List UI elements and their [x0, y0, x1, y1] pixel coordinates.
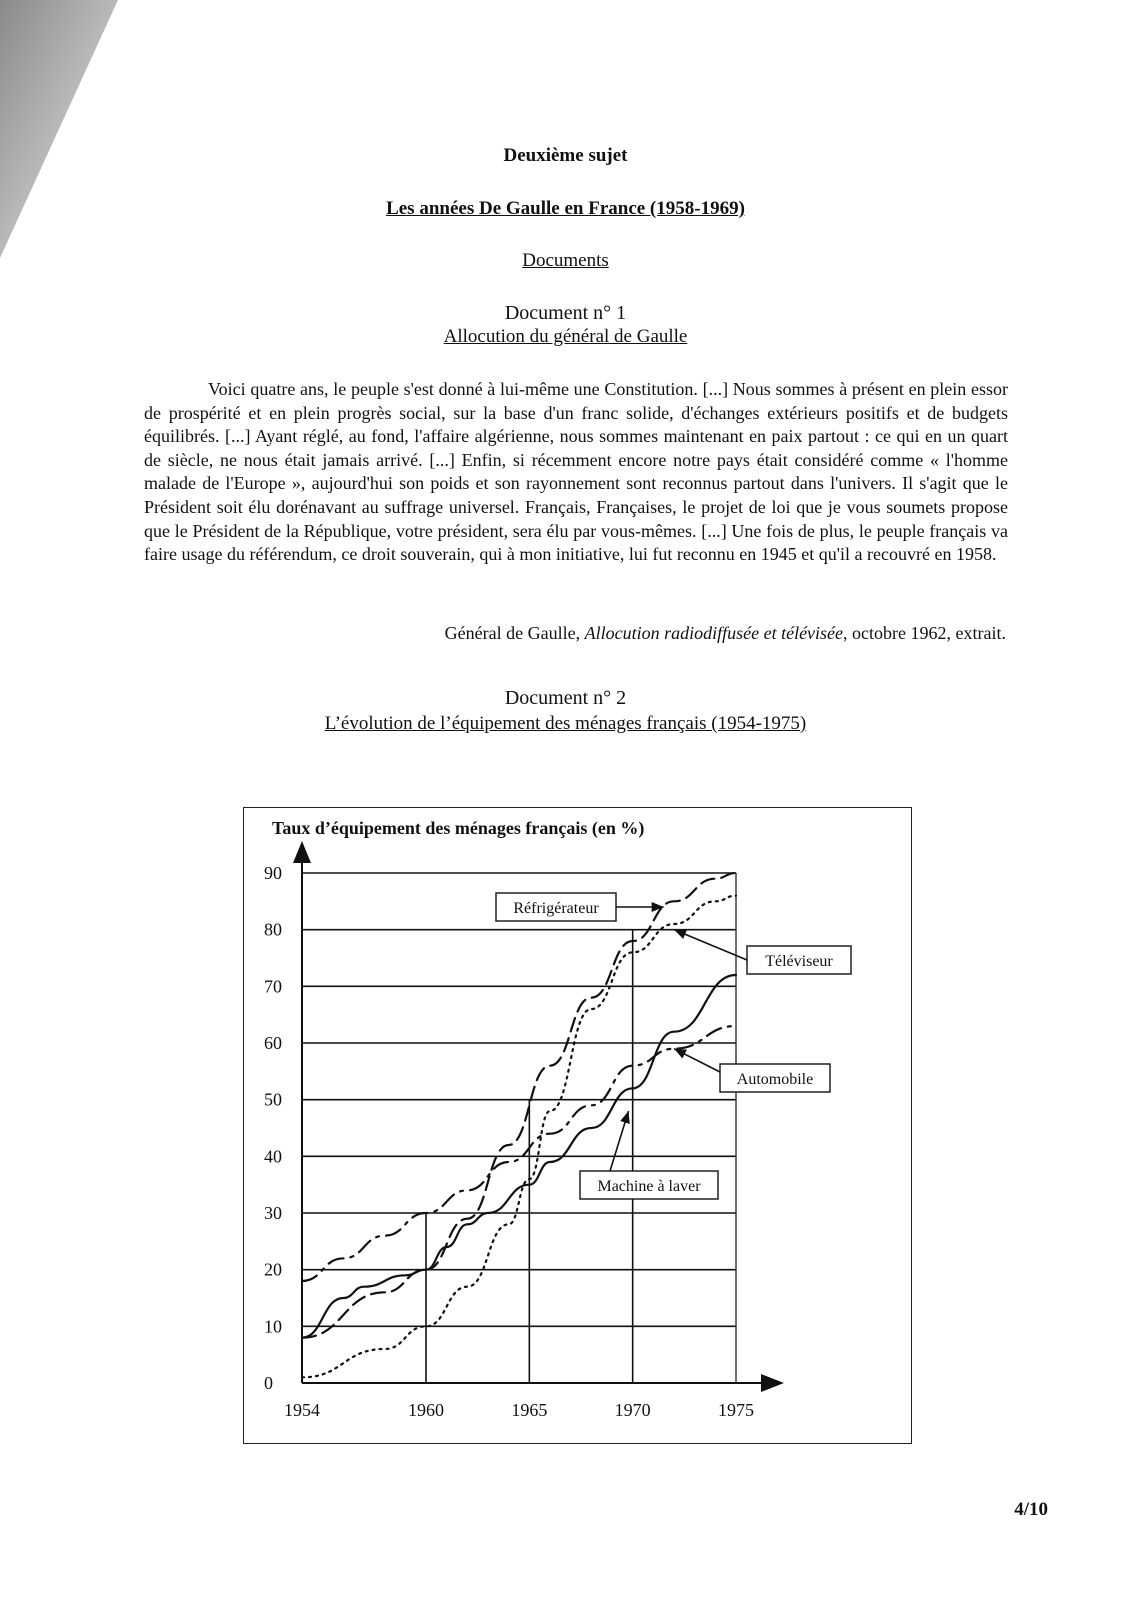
y-tick-label-40: 40 — [264, 1146, 282, 1167]
callout-label-2: Automobile — [736, 1071, 814, 1088]
x-tick-label-1960: 1960 — [408, 1400, 444, 1420]
document1-citation — [445, 623, 1006, 644]
x-tick-label-1965: 1965 — [511, 1400, 548, 1420]
y-axis-arrow — [293, 841, 311, 863]
y-tick-label-60: 60 — [264, 1033, 282, 1053]
y-tick-label-70: 70 — [264, 976, 282, 997]
y-tick-label-50: 50 — [264, 1089, 282, 1110]
series-line-0 — [302, 873, 736, 1338]
chart-title: Taux d’équipement des ménages français (en %) — [272, 818, 645, 838]
topic-title: Les années De Gaulle en France (1958-1969) — [386, 198, 745, 219]
y-tick-label-80: 80 — [264, 919, 282, 940]
equipment-chart-frame — [243, 807, 912, 1444]
callout-label-3: Machine à laver — [597, 1178, 701, 1195]
y-tick-label-90: 90 — [264, 863, 282, 883]
x-tick-label-1970: 1970 — [614, 1400, 651, 1420]
series-line-2 — [302, 1026, 736, 1281]
page-number: 4/10 — [1014, 1499, 1048, 1520]
subject-heading: Deuxième sujet — [503, 145, 628, 166]
y-tick-label-0: 0 — [264, 1373, 273, 1393]
y-tick-label-30: 30 — [264, 1203, 282, 1223]
document1-number: Document n° 1 — [504, 302, 627, 324]
callout-arrowhead-1 — [674, 930, 687, 939]
document1-quote: Voici quatre ans, le peuple s'est donné à lui-même une Constitution. [...] Nous sommes à présent en plein essor de prospérité et en plein progrès social, sur la base d'un franc solide, d'échanges extérieurs positifs et de budgets équilibrés. [...] Ayant réglé, au fond, l'affaire algérienne, nous sommes maintenant en paix partout : ce qui en un quart de siècle, ne nous était jamais arrivé. [...] Enfin, si récemment encore notre pays était considéré comme « l'homme malade de l'Europe », aujourd'hui son poids et son rayonnement sont reconnus partout dans l'univers. Il s'agit que le Président soit élu dorénavant au suffrage universel. Français, Françaises, le projet de loi que je vous soumets propose que le Président de la République, votre président, sera élu par vous-mêmes. [...] Une fois de plus, le peuple français va faire usage du référendum, ce droit souverain, qui à mon initiative, lui fut reconnu en 1945 et qu'il a recouvré en 1958. — [144, 379, 1008, 565]
citation-author: Général de Gaulle, — [444, 623, 585, 643]
citation-date: , octobre 1962, extrait. — [843, 623, 1006, 643]
y-tick-label-20: 20 — [264, 1259, 282, 1280]
document2-number: Document n° 2 — [504, 687, 627, 709]
callout-arrowhead-0 — [652, 902, 664, 912]
citation-work: Allocution radiodiffusée et télévisée — [584, 623, 844, 643]
x-tick-label-1954: 1954 — [284, 1400, 320, 1420]
x-axis-arrow — [761, 1374, 784, 1392]
x-tick-label-1975: 1975 — [718, 1400, 754, 1420]
callout-label-0: Réfrigérateur — [513, 900, 599, 917]
document1-title: Allocution du général de Gaulle — [443, 326, 688, 347]
callout-label-1: Téléviseur — [765, 953, 833, 970]
documents-label: Documents — [522, 250, 609, 271]
scan-corner-shadow — [0, 0, 120, 260]
y-tick-label-10: 10 — [264, 1316, 282, 1337]
document2-title: L’évolution de l’équipement des ménages français (1954-1975) — [324, 713, 807, 734]
equipment-chart — [244, 808, 911, 1443]
callout-arrowhead-3 — [620, 1111, 630, 1124]
